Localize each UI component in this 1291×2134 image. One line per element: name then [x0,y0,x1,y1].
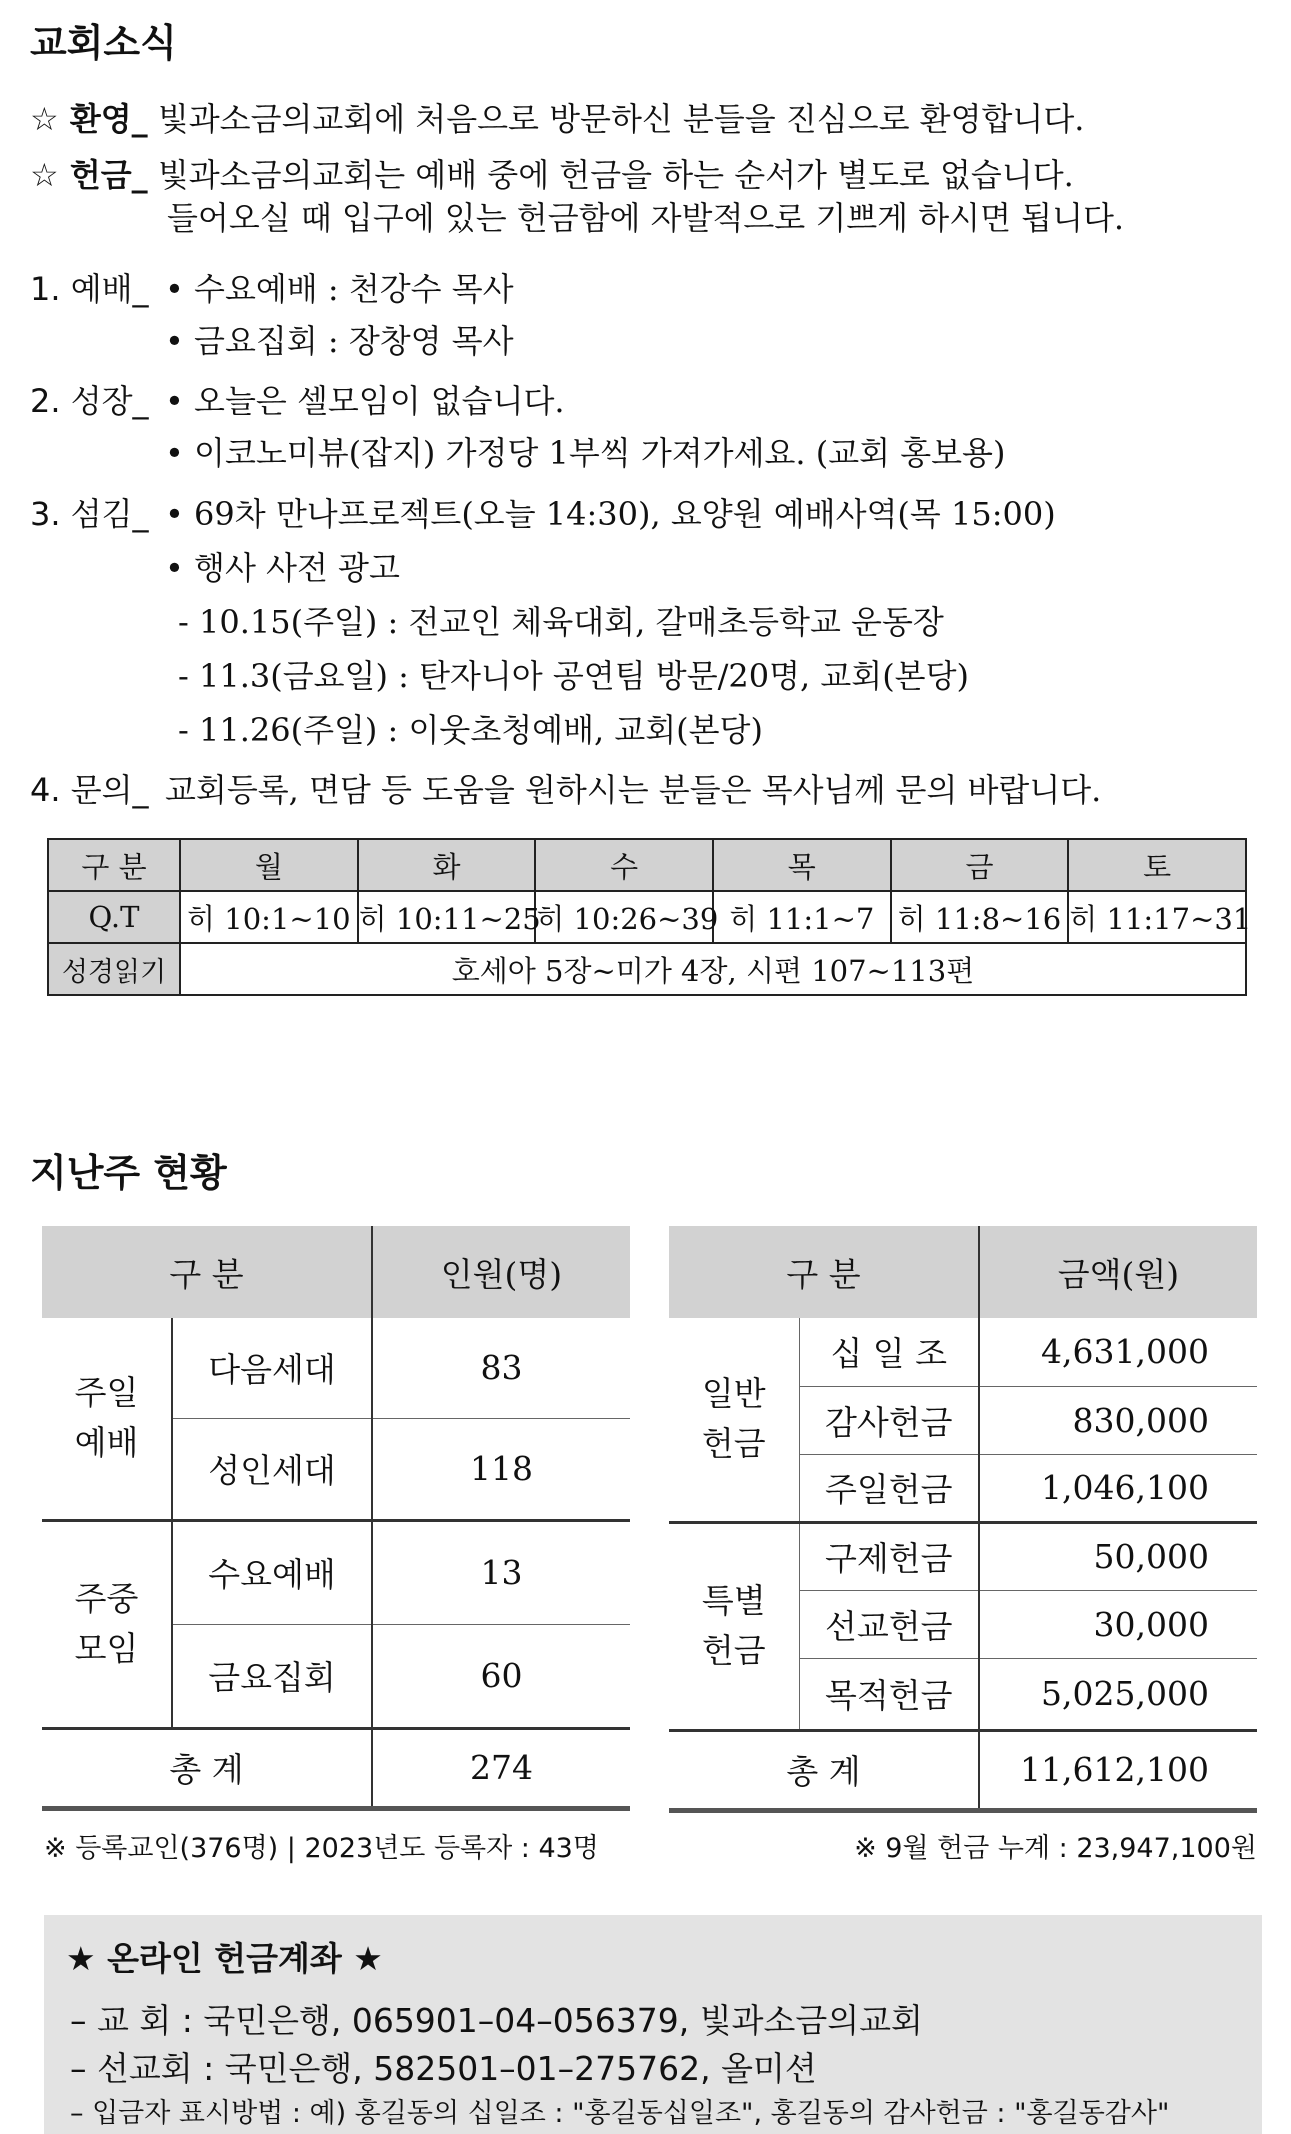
news-title: 교회소식 [30,21,177,65]
item-line: - 11.3(금요일) : 탄자니아 공연팀 방문/20명, 교회(본당) [178,657,969,695]
offering-row-value: 5,025,000 [1041,1674,1209,1713]
qt-header-row [48,839,1246,891]
attendance-row-value: 60 [480,1656,523,1695]
reading-row [48,943,1246,995]
item-line: • 수요예배 : 천강수 목사 [165,270,514,308]
offering-table [669,1226,1257,1813]
table-row [42,1318,630,1418]
attendance-row-name: 성인세대 [172,1418,372,1520]
item-line: - 11.26(주일) : 이웃초청예배, 교회(본당) [178,711,763,749]
offering-row-name: 구제헌금 [799,1522,979,1590]
attendance-header-count: 인원(명) [372,1226,630,1318]
qt-header-cell: 월 [180,839,358,891]
reading-row-label: 성경읽기 [48,943,180,995]
qt-header-cell: 화 [358,839,536,891]
offering-group-general: 일반 헌금 [669,1318,799,1522]
offering-row-name: 감사헌금 [799,1386,979,1454]
offering-row-name: 주일헌금 [799,1454,979,1522]
qt-row-label: Q.T [48,891,180,943]
offering-row-value: 1,046,100 [1041,1468,1209,1507]
attendance-total-value: 274 [470,1748,533,1787]
table-row [42,1520,630,1624]
online-title: ★ 온라인 헌금계좌 ★ [66,1939,383,1978]
qt-header-cell: 목 [713,839,891,891]
offering-row-name: 선교헌금 [799,1590,979,1658]
offering-text-1: 빛과소금의교회는 예배 중에 헌금을 하는 순서가 별도로 없습니다. [157,156,1074,194]
table-row [669,1522,1257,1590]
monthly-offering-note: ※ 9월 헌금 누계 : 23,947,100원 [854,1833,1257,1864]
welcome-text: 빛과소금의교회에 처음으로 방문하신 분들을 진심으로 환영합니다. [157,100,1085,138]
item-line: - 10.15(주일) : 전교인 체육대회, 갈매초등학교 운동장 [178,603,944,641]
depositor-guide: – 입금자 표시방법 : 예) 홍길동의 십일조 : "홍길동십일조", 홍길동의 감사헌금 : "홍길동감사" [70,2098,1170,2129]
registration-note: ※ 등록교인(376명) | 2023년도 등록자 : 43명 [44,1833,599,1864]
attendance-group-weekday: 주중 모임 [42,1520,172,1728]
item-line: • 금요집회 : 장창영 목사 [165,322,514,360]
attendance-group-sunday: 주일 예배 [42,1318,172,1520]
attendance-row-value: 118 [470,1449,533,1488]
account-mission: – 선교회 : 국민은행, 582501–01–275762, 올미션 [70,2049,817,2088]
offering-line [30,150,1074,196]
attendance-row-value: 13 [372,1520,630,1624]
qt-cell: 히 11:17~31 [1068,891,1246,943]
attendance-total-row [42,1728,630,1808]
reading-cell: 호세아 5장~미가 4장, 시편 107~113편 [180,943,1246,995]
item-label-inquiry: 4. 문의_ [30,771,149,809]
item-line: • 행사 사전 광고 [165,549,400,587]
offering-total-label: 총 계 [669,1730,979,1810]
attendance-row-name: 수요예배 [172,1520,372,1624]
offering-total-value: 11,612,100 [1020,1750,1209,1789]
attendance-row-value: 83 [372,1318,630,1418]
offering-row-value: 830,000 [979,1386,1257,1454]
item-line: 교회등록, 면담 등 도움을 원하시는 분들은 목사님께 문의 바랍니다. [165,771,1102,809]
qt-header-cell: 토 [1068,839,1246,891]
offering-row-name: 목적헌금 [799,1658,979,1730]
offering-row-name: 십 일 조 [799,1318,979,1386]
welcome-label: ☆ 환영_ [30,100,148,138]
attendance-row-name: 금요집회 [172,1624,372,1728]
item-label-worship: 1. 예배_ [30,270,149,308]
qt-cell: 히 10:11~25 [358,891,536,943]
offering-row-value: 30,000 [979,1590,1257,1658]
attendance-row-name: 다음세대 [172,1318,372,1418]
offering-header-amount: 금액(원) [979,1226,1257,1318]
offering-group-special: 특별 헌금 [669,1522,799,1730]
welcome-line [30,94,1084,140]
item-label-service: 3. 섬김_ [30,495,149,533]
online-offering-box [44,1915,1262,2134]
offering-row-value: 4,631,000 [979,1318,1257,1386]
item-line: • 69차 만나프로젝트(오늘 14:30), 요양원 예배사역(목 15:00) [165,495,1056,533]
offering-header-category: 구 분 [669,1226,979,1318]
item-label-growth: 2. 성장_ [30,382,149,420]
offering-text-2: 들어오실 때 입구에 있는 헌금함에 자발적으로 기쁘게 하시면 됩니다. [167,199,1125,237]
offering-label: ☆ 헌금_ [30,156,148,194]
qt-cell: 히 11:1~7 [713,891,891,943]
item-line: • 오늘은 셀모임이 없습니다. [165,382,565,420]
account-church: – 교 회 : 국민은행, 065901–04–056379, 빛과소금의교회 [70,2001,923,2040]
offering-total-row [669,1730,1257,1810]
status-title: 지난주 현황 [30,1151,227,1195]
qt-cell: 히 11:8~16 [891,891,1069,943]
item-line: • 이코노미뷰(잡지) 가정당 1부씩 가져가세요. (교회 홍보용) [165,434,1006,472]
table-row [669,1318,1257,1386]
qt-header-cell: 구 분 [48,839,180,891]
qt-row [48,891,1246,943]
offering-row-value: 50,000 [979,1522,1257,1590]
qt-cell: 히 10:26~39 [535,891,713,943]
attendance-header-row [42,1226,630,1318]
qt-header-cell: 수 [535,839,713,891]
attendance-table [42,1226,630,1811]
qt-table [47,838,1252,996]
qt-cell: 히 10:1~10 [180,891,358,943]
attendance-total-label: 총 계 [42,1728,372,1808]
attendance-header-category: 구 분 [42,1226,372,1318]
qt-header-cell: 금 [891,839,1069,891]
offering-header-row [669,1226,1257,1318]
